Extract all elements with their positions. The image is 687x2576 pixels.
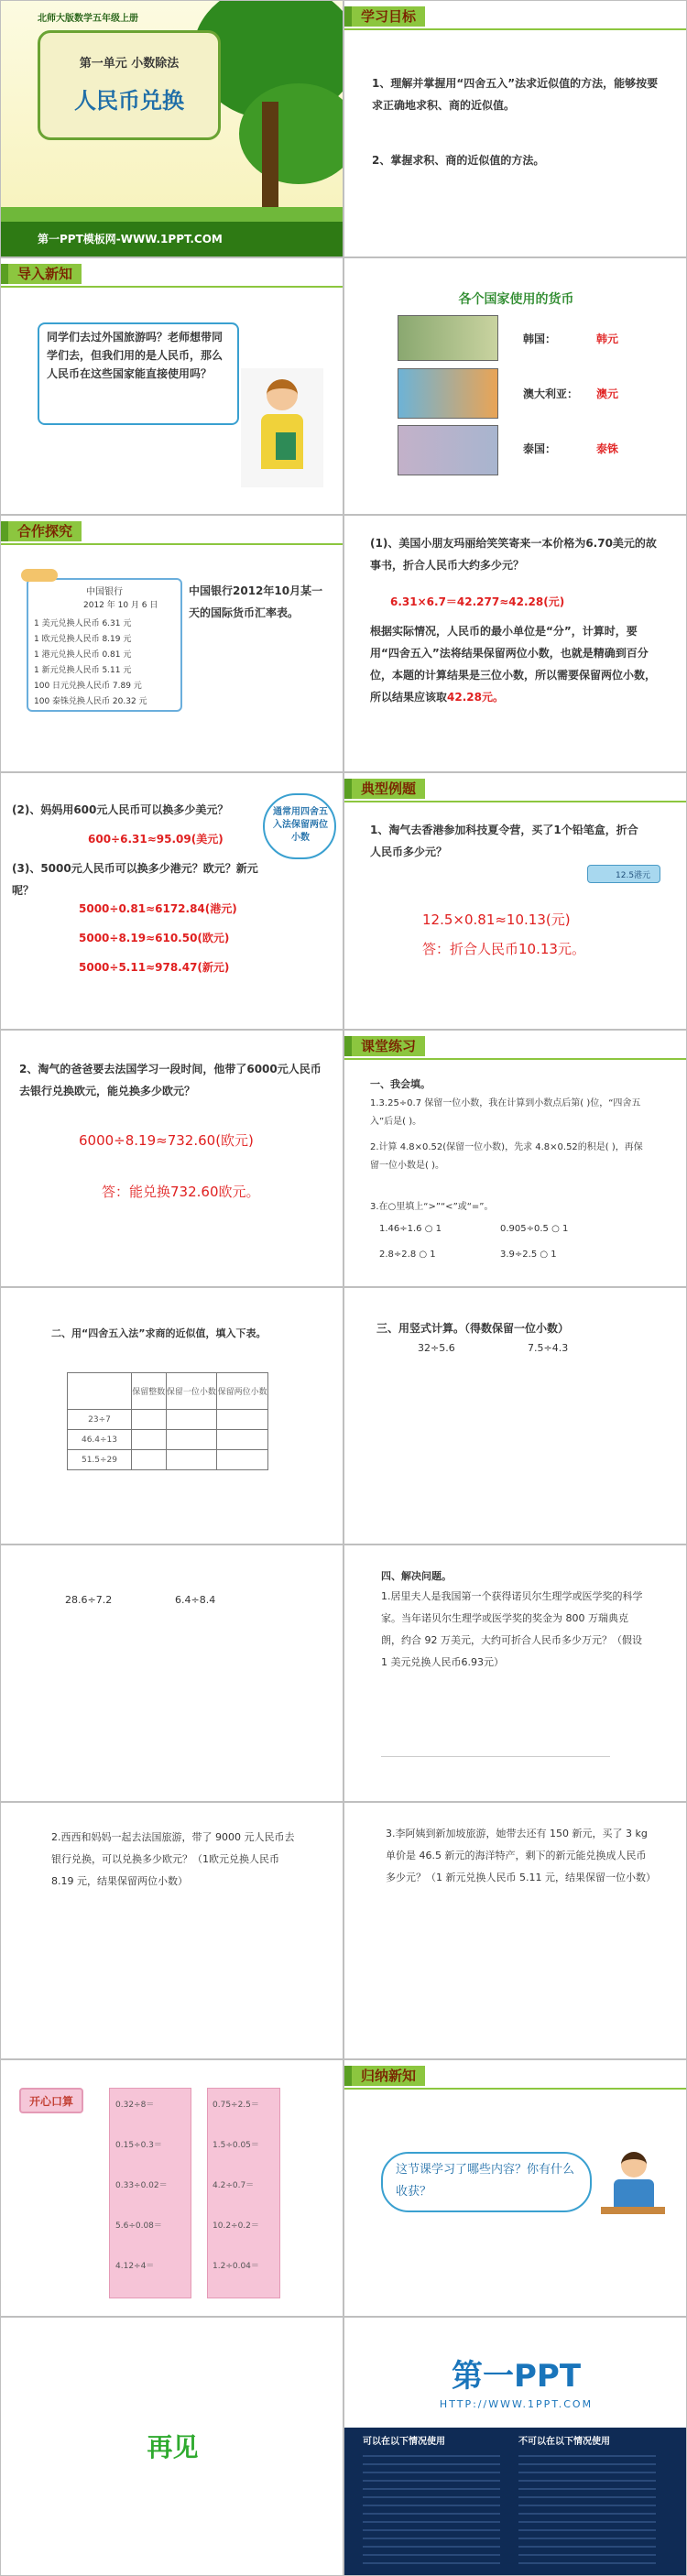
rate-board	[27, 578, 182, 712]
mental-right-4: 10.2÷0.2＝	[213, 2221, 259, 2231]
header-label: 归纳新知	[352, 2066, 425, 2086]
bye-text: 再见	[147, 2432, 199, 2462]
slide-example-2	[0, 1030, 344, 1287]
solve-title: 四、解决问题。	[381, 1570, 452, 1582]
practice2-title: 二、用“四舍五入法”求商的近似值，填入下表。	[51, 1327, 267, 1339]
calc-3c: 5000÷5.11≈978.47(新元)	[79, 961, 230, 974]
table-cell[interactable]	[132, 1410, 167, 1430]
note-cloud	[263, 793, 336, 859]
slide-header	[344, 1031, 687, 1067]
rate-5: 100 日元兑换人民币 7.89 元	[34, 682, 142, 691]
example2-calc: 6000÷8.19≈732.60(欧元)	[79, 1132, 254, 1149]
slide-practice-3	[344, 1287, 687, 1545]
slide-explore	[0, 515, 344, 772]
table-cell[interactable]	[217, 1450, 268, 1470]
currency-thailand: 泰铢	[596, 442, 619, 455]
header-label: 典型例题	[352, 779, 425, 799]
practice3-title: 三、用竖式计算。（得数保留一位小数）	[376, 1322, 570, 1335]
speech-text: 同学们去过外国旅游吗？老师想带同学们去，但我们用的是人民币，那么人民币在这些国家能直接使用吗？	[47, 331, 224, 380]
slide-explore-q2	[0, 772, 344, 1030]
table-header-cell: 保留两位小数	[217, 1373, 268, 1410]
note-text: 通常用四舍五入法保留两位小数	[273, 807, 328, 843]
banknote-krw	[398, 315, 498, 361]
rate-6: 100 泰铢兑换人民币 20.32 元	[34, 697, 147, 706]
practice4-e2: 6.4÷8.4	[175, 1594, 216, 1606]
approx-table	[67, 1372, 268, 1470]
table-cell[interactable]	[166, 1410, 217, 1430]
ad-list-right	[518, 2455, 656, 2565]
compare-2: 0.905÷0.5 ○ 1	[500, 1224, 569, 1234]
mental-left-4: 5.6÷0.08＝	[115, 2221, 162, 2231]
mental-left-5: 4.12÷4＝	[115, 2262, 155, 2271]
tree-foliage	[239, 83, 344, 184]
practice-q2: 2.计算 4.8×0.52(保留一位小数)，先求 4.8×0.52的积是( )，再保留一位小数是( )。	[370, 1142, 643, 1171]
price-tag: 12.5港元	[616, 871, 651, 880]
slide-solve	[344, 1545, 687, 1802]
slide-bye	[0, 2317, 344, 2576]
banknote-thb	[398, 425, 498, 475]
example-answer: 答：折合人民币10.13元。	[422, 941, 585, 957]
calc-3a: 5000÷0.81≈6172.84(港元)	[79, 902, 237, 915]
header-label: 学习目标	[352, 6, 425, 27]
board-title: 中国银行	[86, 587, 123, 597]
banknote-aud	[398, 368, 498, 419]
currency-australia: 澳元	[596, 387, 619, 400]
table-header-cell: 保留整数	[132, 1373, 167, 1410]
slide-practice-4	[0, 1545, 344, 1802]
question-3: (3)、5000元人民币可以换多少港元？欧元？新元呢？	[12, 862, 258, 897]
mental-left-2: 0.15÷0.3＝	[115, 2141, 162, 2150]
table-row-label: 46.4÷13	[68, 1430, 132, 1450]
speech-bubble	[38, 322, 239, 425]
table-cell[interactable]	[132, 1430, 167, 1450]
rate-1: 1 美元兑换人民币 6.31 元	[34, 619, 132, 628]
scroll-icon	[21, 569, 58, 582]
can-use-title: 可以在以下情况使用	[363, 2437, 445, 2447]
mental-card-left	[109, 2088, 191, 2298]
pencil-box	[587, 865, 660, 883]
mental-right-2: 1.5÷0.05＝	[213, 2141, 259, 2150]
currency-title: 各个国家使用的货币	[458, 292, 574, 307]
cover-title-box	[38, 30, 221, 140]
slide-summary	[344, 2059, 687, 2317]
slide-explore-q1	[344, 515, 687, 772]
example-question: 1、淘气去香港参加科技夏令营，买了1个铅笔盒，折合人民币多少元？	[370, 824, 638, 858]
goal-2: 2、掌握求积、商的近似值的方法。	[372, 154, 545, 167]
slide-intro	[0, 257, 344, 515]
calc-2: 600÷6.31≈95.09(美元)	[88, 833, 224, 846]
example-calc: 12.5×0.81≈10.13(元)	[422, 911, 571, 928]
cover-unit: 第一单元 小数除法	[79, 57, 180, 71]
header-label: 课堂练习	[352, 1036, 425, 1056]
teacher-illustration	[241, 368, 323, 487]
mental-left-1: 0.32÷8＝	[115, 2101, 155, 2110]
student-illustration	[601, 2152, 665, 2225]
mental-card-right	[207, 2088, 280, 2298]
slide-practice-2	[0, 1287, 344, 1545]
country-korea: 韩国：	[523, 333, 557, 345]
mental-right-3: 4.2÷0.7＝	[213, 2181, 255, 2190]
slide-solve-3	[344, 1802, 687, 2059]
table-row-label: 23÷7	[68, 1410, 132, 1430]
mental-right-5: 1.2÷0.04＝	[213, 2262, 259, 2271]
solve-q2: 2.西西和妈妈一起去法国旅游，带了 9000 元人民币去银行兑换，可以兑换多少欧元？（1欧元兑换人民币 8.19 元，结果保留两位小数）	[51, 1831, 295, 1887]
currency-korea: 韩元	[596, 333, 619, 345]
calc-3b: 5000÷8.19≈610.50(欧元)	[79, 932, 230, 944]
rate-2: 1 欧元兑换人民币 8.19 元	[34, 635, 132, 644]
slide-currency	[344, 257, 687, 515]
goal-1: 1、理解并掌握用“四舍五入”法求近似值的方法，能够按要求正确地求积、商的近似值。	[372, 77, 659, 112]
question-1: (1)、美国小朋友玛丽给笑笑寄来一本价格为6.70美元的故事书，折合人民币大约多少元？	[370, 537, 657, 572]
example2-answer: 答：能兑换732.60欧元。	[102, 1184, 260, 1200]
slide-solve-2	[0, 1802, 344, 2059]
mental-right-1: 0.75÷2.5＝	[213, 2101, 259, 2110]
header-label: 合作探究	[8, 521, 82, 541]
header-label: 导入新知	[8, 264, 82, 284]
rate-4: 1 新元兑换人民币 5.11 元	[34, 666, 132, 675]
summary-speech: 这节课学习了哪些内容？你有什么收获？	[396, 2163, 575, 2199]
practice3-e2: 7.5÷4.3	[528, 1342, 569, 1354]
answer-line	[381, 1756, 610, 1757]
practice-q3: 3.在○里填上“>”“<”或“=”。	[370, 1202, 494, 1212]
practice-part1: 一、我会填。	[370, 1078, 431, 1090]
explain-answer: 42.28元。	[447, 691, 504, 704]
rate-3: 1 港元兑换人民币 0.81 元	[34, 650, 132, 660]
slide-header	[344, 2060, 687, 2097]
cannot-use-title: 不可以在以下情况使用	[518, 2437, 610, 2447]
slide-header	[1, 516, 344, 552]
slide-header	[344, 1, 687, 38]
solve-q1: 1.居里夫人是我国第一个获得诺贝尔生理学或医学奖的科学家。当年诺贝尔生理学或医学奖的奖金为 800 万瑞典克朗，约合 92 万美元，大约可折合人民币多少万元？（假设 1 美元兑换人民币6.93元）	[381, 1590, 643, 1668]
slide-header	[1, 258, 344, 295]
example2-question: 2、淘气的爸爸要去法国学习一段时间，他带了6000元人民币去银行兑换欧元，能兑换多少欧元？	[19, 1063, 322, 1097]
table-cell[interactable]	[132, 1450, 167, 1470]
table-cell[interactable]	[217, 1410, 268, 1430]
table-cell[interactable]	[217, 1430, 268, 1450]
summary-bubble	[381, 2152, 592, 2212]
slide-practice	[344, 1030, 687, 1287]
slide-cover	[0, 0, 344, 257]
cover-publisher: 北师大版数学五年级上册	[38, 14, 138, 24]
board-date: 2012 年 10 月 6 日	[83, 601, 158, 610]
table-cell[interactable]	[166, 1450, 217, 1470]
compare-3: 2.8÷2.8 ○ 1	[379, 1250, 436, 1260]
slide-header	[344, 773, 687, 810]
mental-title: 开心口算	[28, 2095, 73, 2108]
slide-ad	[344, 2317, 687, 2576]
question-2: (2)、妈妈用600元人民币可以换多少美元？	[12, 803, 229, 816]
table-row-label: 51.5÷29	[68, 1450, 132, 1470]
explain-body: 根据实际情况，人民币的最小单位是“分”，计算时，要用“四舍五入”法将结果保留两位小数，也就是精确到百分位，本题的计算结果是三位小数，所以需要保留两位小数，所以结果应该取	[370, 625, 657, 704]
ppt-logo: 第一PPT	[451, 2358, 582, 2395]
compare-4: 3.9÷2.5 ○ 1	[500, 1250, 557, 1260]
slide-example	[344, 772, 687, 1030]
solve-q3: 3.李阿姨到新加坡旅游，她带去还有 150 新元，买了 3 kg 单价是 46.5 新元的海洋特产，剩下的新元能兑换成人民币多少元？（1 新元兑换人民币 5.11 元，结果保留一位小数）	[386, 1828, 656, 1883]
ad-list-left	[363, 2455, 500, 2565]
slide-goals	[344, 0, 687, 257]
practice-q1: 1.3.25÷0.7 保留一位小数，我在计算到小数点后第( )位，“四舍五入”后是( )。	[370, 1098, 641, 1127]
table-header-cell: 保留一位小数	[166, 1373, 217, 1410]
side-text: 中国银行2012年10月某一天的国际货币汇率表。	[189, 584, 323, 619]
mental-title-badge	[19, 2088, 83, 2113]
practice3-e1: 32÷5.6	[418, 1342, 455, 1354]
explain-text	[370, 620, 663, 708]
cover-title: 人民币兑换	[74, 88, 184, 114]
ppt-url[interactable]: HTTP://WWW.1PPT.COM	[439, 2398, 594, 2410]
mental-left-3: 0.33÷0.02＝	[115, 2181, 168, 2190]
practice4-e1: 28.6÷7.2	[65, 1594, 113, 1606]
cover-footer: 第一PPT模板网-WWW.1PPT.COM	[1, 222, 344, 257]
country-australia: 澳大利亚：	[523, 387, 579, 400]
calc-1: 6.31×6.7＝42.277≈42.28(元)	[390, 595, 565, 608]
table-header-cell	[68, 1373, 132, 1410]
compare-1: 1.46÷1.6 ○ 1	[379, 1224, 442, 1234]
slide-mental-math	[0, 2059, 344, 2317]
country-thailand: 泰国：	[523, 442, 557, 455]
ad-dark-panel	[344, 2428, 687, 2576]
table-cell[interactable]	[166, 1430, 217, 1450]
